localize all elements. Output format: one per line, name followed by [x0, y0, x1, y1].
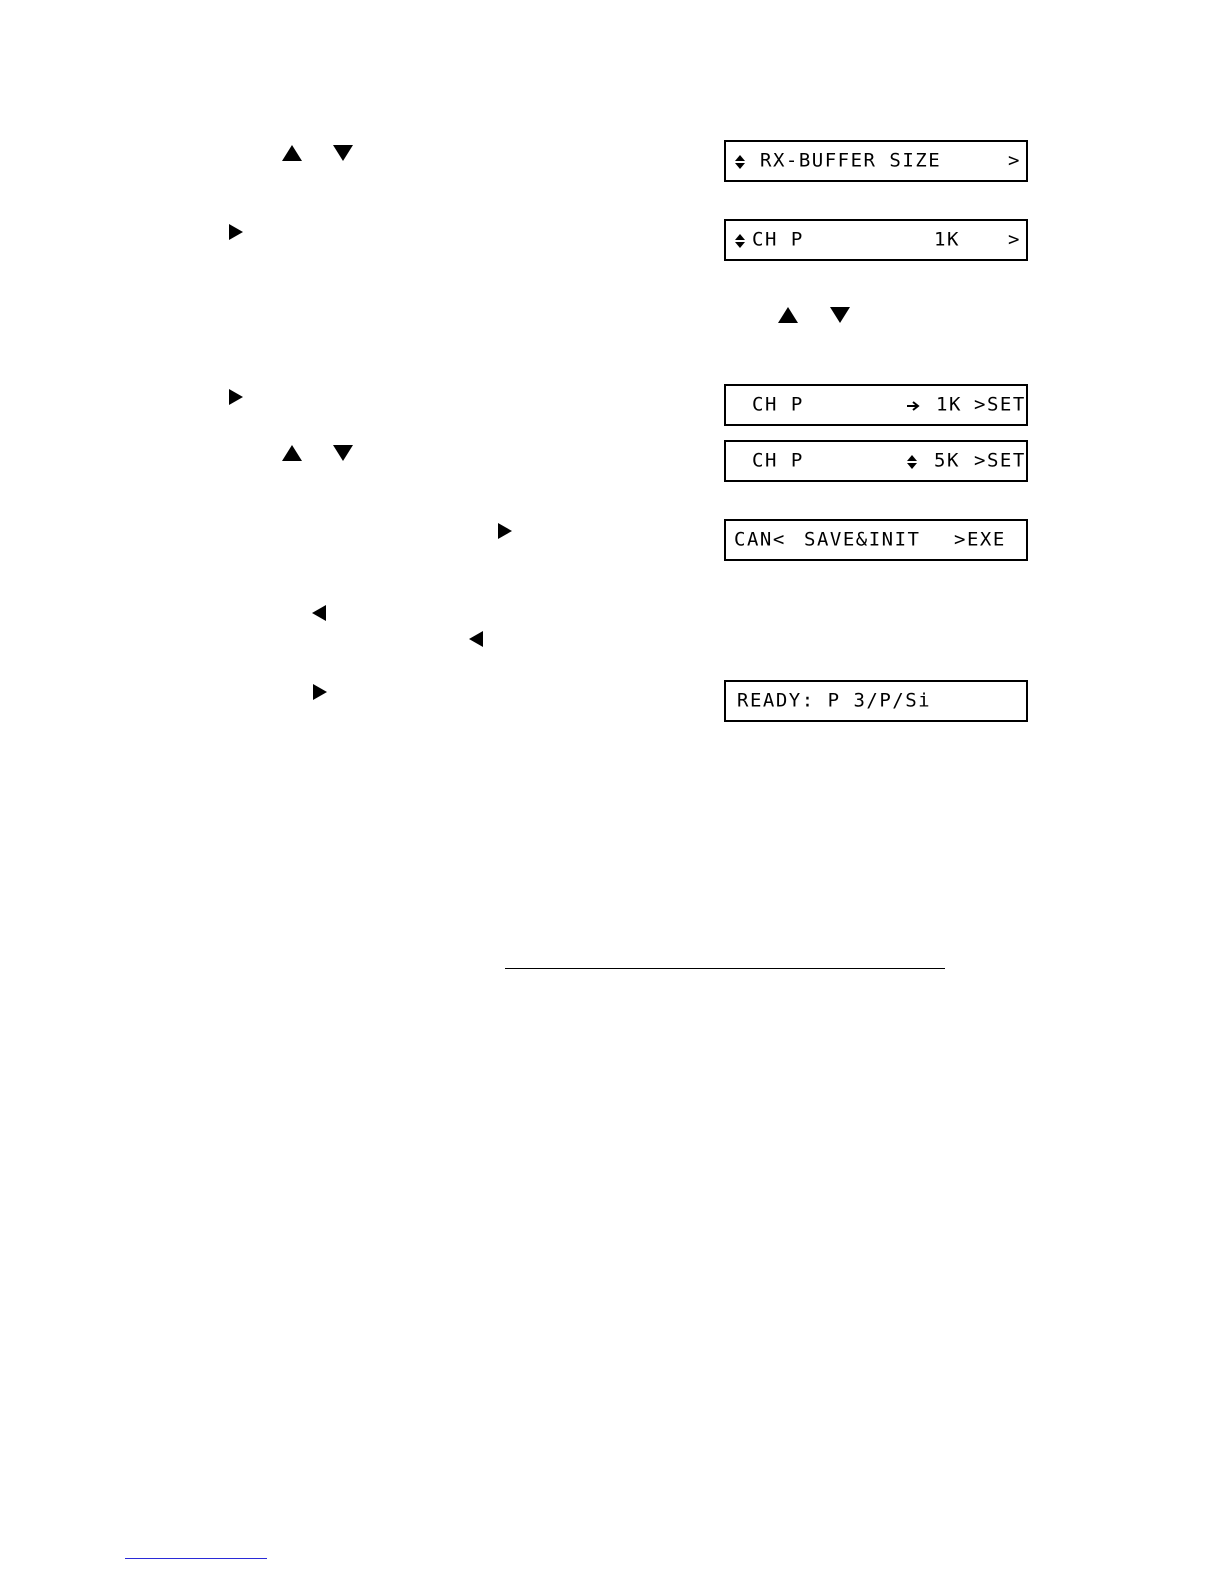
left-triangle-icon	[311, 604, 327, 622]
lcd-text: CH P	[752, 449, 804, 472]
lcd-ch-p-1k	[724, 219, 1028, 261]
lcd-save-init	[724, 519, 1028, 561]
down-triangle-icon	[332, 444, 354, 462]
up-triangle-icon	[281, 444, 303, 462]
lcd-rx-buffer-size	[724, 140, 1028, 182]
lcd-ch-p-5k-set	[724, 440, 1028, 482]
lcd-set-indicator: >SET	[974, 393, 1026, 416]
right-triangle-icon	[228, 223, 244, 241]
footer-link-rule	[125, 1558, 267, 1559]
down-triangle-icon	[332, 144, 354, 162]
lcd-text: CH P	[752, 393, 804, 416]
lcd-text: RX-BUFFER SIZE	[760, 149, 942, 172]
lcd-value: 1K	[936, 393, 962, 416]
lcd-cancel-indicator: CAN<	[734, 528, 786, 551]
lcd-value: 1K	[934, 228, 960, 251]
lcd-ch-p-1k-set	[724, 384, 1028, 426]
up-triangle-icon	[281, 144, 303, 162]
lcd-value: 5K	[934, 449, 960, 472]
left-triangle-icon	[468, 630, 484, 648]
lcd-text: READY: P 3/P/Si	[737, 689, 932, 712]
up-triangle-icon	[777, 306, 799, 324]
lcd-more-indicator: >	[1008, 228, 1021, 251]
lcd-set-indicator: >SET	[974, 449, 1026, 472]
right-triangle-icon	[228, 388, 244, 406]
section-divider	[505, 968, 945, 969]
down-triangle-icon	[829, 306, 851, 324]
up-down-arrow-icon	[734, 154, 746, 170]
right-triangle-icon	[312, 683, 328, 701]
lcd-execute-indicator: >EXE	[954, 528, 1006, 551]
right-triangle-icon	[497, 522, 513, 540]
up-down-arrow-icon	[906, 454, 918, 470]
lcd-more-indicator: >	[1008, 149, 1021, 172]
up-down-arrow-icon	[734, 233, 746, 249]
lcd-ready	[724, 680, 1028, 722]
right-arrow-icon	[906, 400, 920, 412]
lcd-text: CH P	[752, 228, 804, 251]
lcd-text: SAVE&INIT	[804, 528, 921, 551]
